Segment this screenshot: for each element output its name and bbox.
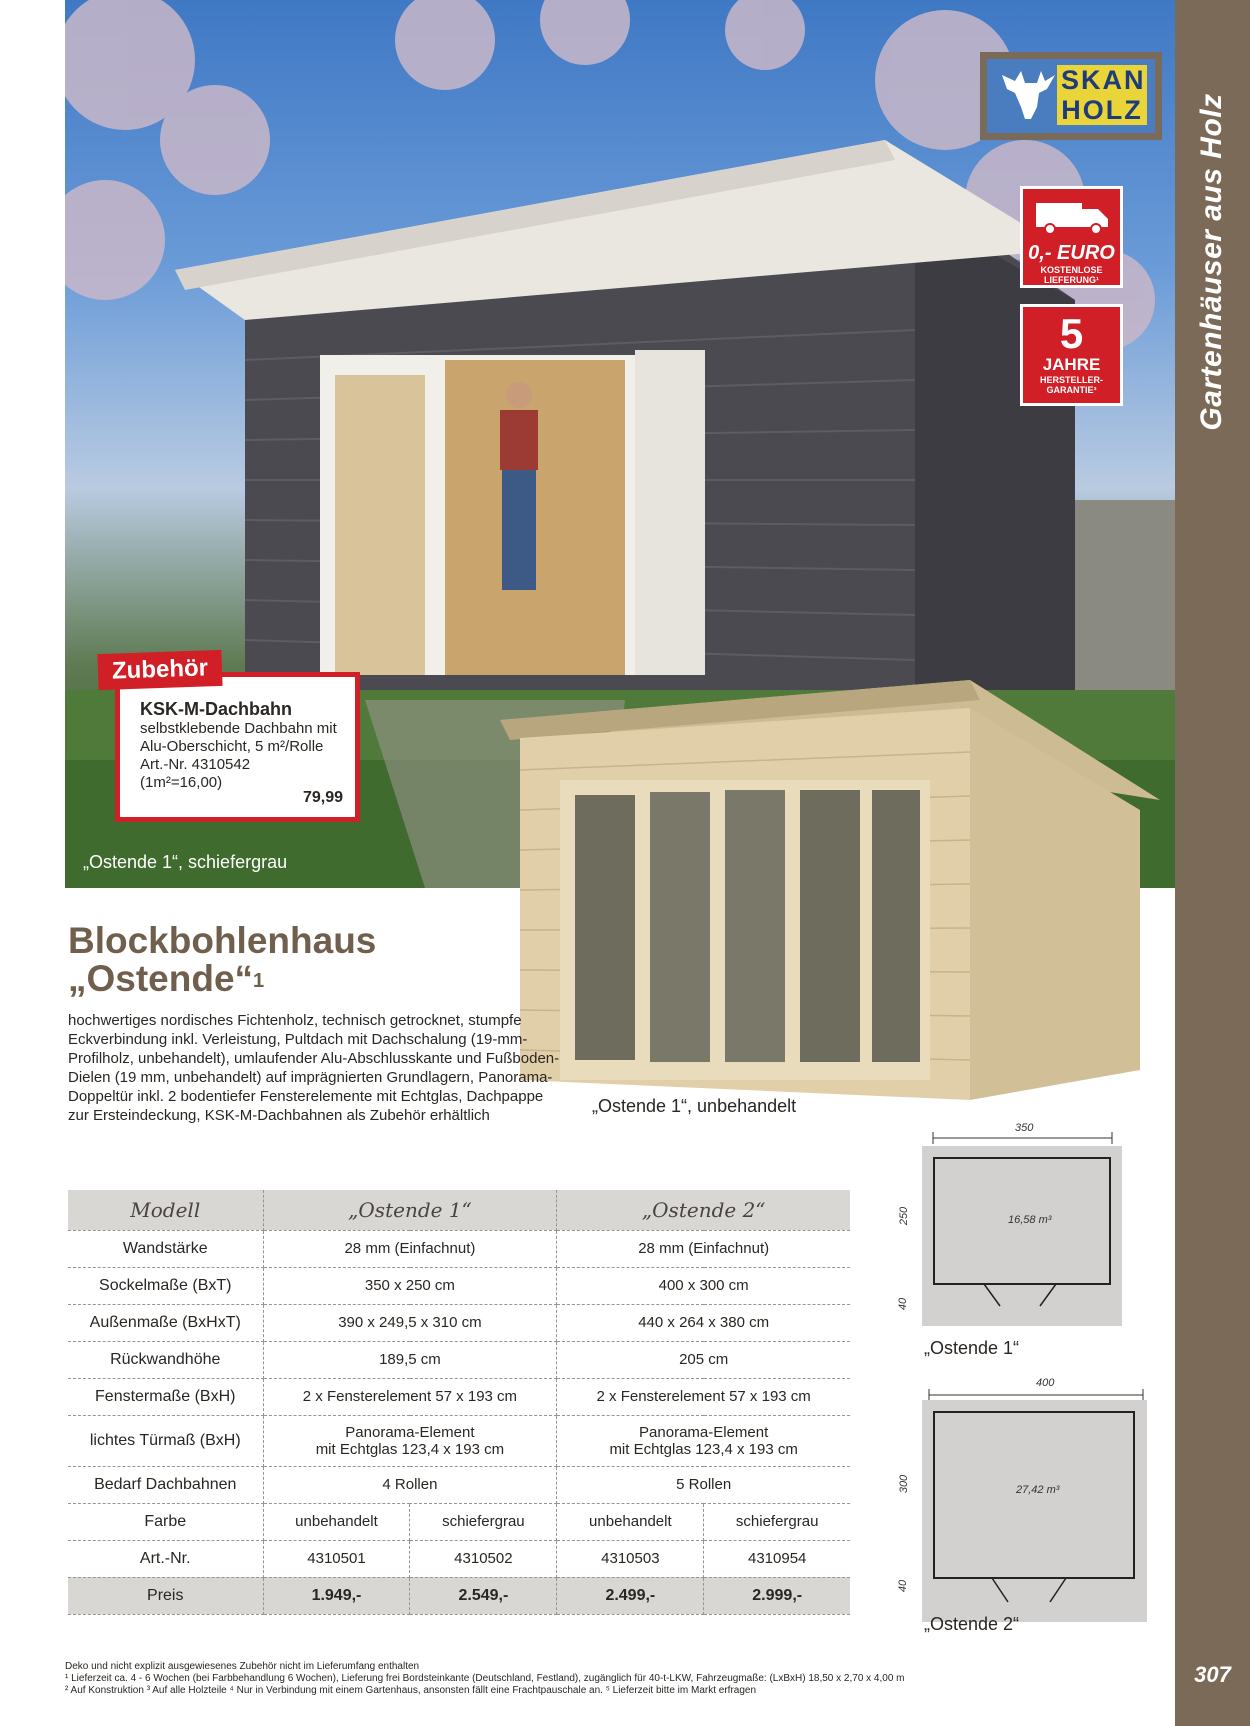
price-1: 1.949,- xyxy=(263,1577,410,1614)
table-row xyxy=(68,1540,850,1577)
plan1-caption: „Ostende 1“ xyxy=(924,1338,1020,1358)
header-ostende-1: „Ostende 1“ xyxy=(263,1190,557,1230)
unpainted-caption: „Ostende 1“, unbehandelt xyxy=(592,1096,797,1116)
row-label: Farbe xyxy=(68,1503,263,1540)
footnote-line-1: Deko und nicht explizit ausgewiesenes Zubehör nicht im Lieferumfang enthalten xyxy=(65,1661,420,1672)
plan2-outline xyxy=(922,1400,1147,1622)
row-label: Sockelmaße (BxT) xyxy=(68,1267,263,1304)
header-model: Modell xyxy=(68,1190,263,1230)
product-headline xyxy=(68,922,376,998)
plan1-box xyxy=(922,1146,1122,1326)
cell-article-3: 4310503 xyxy=(557,1540,704,1577)
row-label: Bedarf Dachbahnen xyxy=(68,1466,263,1503)
cell-ostende-1: 2 x Fensterelement 57 x 193 cm xyxy=(263,1378,557,1415)
price-4: 2.999,- xyxy=(704,1577,850,1614)
delivery-price: 0,- EURO xyxy=(1028,242,1115,264)
cell-color-4: schiefergrau xyxy=(704,1503,850,1540)
cell-ostende-2: 400 x 300 cm xyxy=(557,1267,850,1304)
truck-icon xyxy=(1032,197,1112,237)
cell-color-3: unbehandelt xyxy=(557,1503,704,1540)
table-row xyxy=(68,1466,850,1503)
door-line-1: Panorama-Element xyxy=(639,1423,769,1441)
plan1-porch: 40 xyxy=(897,1297,910,1311)
cell-ostende-2: 5 Rollen xyxy=(557,1466,850,1503)
cell-ostende-2: 440 x 264 x 380 cm xyxy=(557,1304,850,1341)
row-label: Rückwandhöhe xyxy=(68,1341,263,1378)
spec-table xyxy=(68,1190,850,1615)
row-label: Außenmaße (BxHxT) xyxy=(68,1304,263,1341)
accessory-tag: Zubehör xyxy=(97,650,222,690)
footnotes xyxy=(65,1661,1165,1697)
plan1-width: 350 xyxy=(1015,1122,1034,1134)
cell-color-2: schiefergrau xyxy=(410,1503,557,1540)
delivery-text-2: LIEFERUNG¹ xyxy=(1044,275,1099,285)
row-label: Preis xyxy=(68,1577,263,1614)
plan2-porch: 40 xyxy=(897,1579,910,1593)
headline-line-2: „Ostende“ xyxy=(68,958,254,999)
free-delivery-badge xyxy=(1020,186,1123,288)
cell-ostende-2: 28 mm (Einfachnut) xyxy=(557,1230,850,1267)
table-row xyxy=(68,1415,850,1466)
moose-icon xyxy=(997,67,1057,125)
accessory-box xyxy=(115,672,360,822)
table-row xyxy=(68,1378,850,1415)
table-row xyxy=(68,1267,850,1304)
header-ostende-2: „Ostende 2“ xyxy=(557,1190,850,1230)
brand-name-line2: HOLZ xyxy=(1061,95,1143,125)
headline-line-1: Blockbohlenhaus xyxy=(68,920,377,961)
plan2-box xyxy=(922,1400,1147,1622)
cell-article-2: 4310502 xyxy=(410,1540,557,1577)
row-label: Fenstermaße (BxH) xyxy=(68,1378,263,1415)
cell-ostende-1: 189,5 cm xyxy=(263,1341,557,1378)
table-row xyxy=(68,1304,850,1341)
row-label: Wandstärke xyxy=(68,1230,263,1267)
plan2-depth: 300 xyxy=(898,1474,911,1494)
cell-color-1: unbehandelt xyxy=(263,1503,410,1540)
cell-ostende-2: 205 cm xyxy=(557,1341,850,1378)
plan2-caption: „Ostende 2“ xyxy=(924,1614,1020,1634)
price-3: 2.499,- xyxy=(557,1577,704,1614)
accessory-unit-price: (1m²=16,00) xyxy=(140,774,223,791)
warranty-unit: JAHRE xyxy=(1042,355,1101,374)
footnote-line-2: ¹ Lieferzeit ca. 4 - 6 Wochen (bei Farbbehandlung 6 Wochen), Lieferung frei Bordsteinkante (Deutschland, Festland), zugänglich für 40-t-LKW, Fahrzeugmaße: (LxBxH) 18,50 x 2,70 x 4,00 m xyxy=(65,1673,905,1684)
price-row xyxy=(68,1577,850,1614)
brand-logo xyxy=(980,52,1162,140)
cell-article-4: 4310954 xyxy=(704,1540,850,1577)
cell-ostende-1: 350 x 250 cm xyxy=(263,1267,557,1304)
section-title: Gartenhäuser aus Holz xyxy=(1195,93,1228,431)
accessory-line-2: Alu-Oberschicht, 5 m²/Rolle xyxy=(140,738,324,755)
warranty-text-1: HERSTELLER- xyxy=(1040,375,1103,385)
door-line-2: mit Echtglas 123,4 x 193 cm xyxy=(609,1440,798,1458)
accessory-line-1: selbstklebende Dachbahn mit xyxy=(140,720,337,737)
hero-caption: „Ostende 1“, schiefergrau xyxy=(83,852,288,872)
cell-ostende-1: 4 Rollen xyxy=(263,1466,557,1503)
warranty-years: 5 xyxy=(1059,310,1084,357)
warranty-badge xyxy=(1020,304,1123,406)
table-row xyxy=(68,1230,850,1267)
table-header-row xyxy=(68,1190,850,1230)
cell-ostende-1 xyxy=(263,1415,557,1466)
headline-footnote: 1 xyxy=(253,970,265,992)
accessory-article: Art.-Nr. 4310542 xyxy=(140,756,251,773)
cell-ostende-1: 28 mm (Einfachnut) xyxy=(263,1230,557,1267)
plan1-outline xyxy=(922,1146,1122,1326)
table-row xyxy=(68,1503,850,1540)
table-row xyxy=(68,1341,850,1378)
cell-ostende-2 xyxy=(557,1415,850,1466)
cell-article-1: 4310501 xyxy=(263,1540,410,1577)
warranty-text-2: GARANTIE³ xyxy=(1046,385,1097,395)
accessory-title: KSK-M-Dachbahn xyxy=(140,699,292,719)
door-line-2: mit Echtglas 123,4 x 193 cm xyxy=(315,1440,505,1458)
delivery-text-1: KOSTENLOSE xyxy=(1040,265,1103,275)
page-number: 307 xyxy=(1194,1662,1231,1687)
door-line-1: Panorama-Element xyxy=(345,1423,475,1441)
product-description: hochwertiges nordisches Fichtenholz, technisch getrocknet, stumpfe Eckverbindung inkl. Verleistung, Pultdach mit Dachschalung (19-mm-Profilholz, unbehandelt), umlaufender Alu-Abschlusskante und Fußboden-Dielen (19 mm, unbehandelt) auf imprägnierten Grundlagern, Panorama-Doppeltür inkl. 2 bodentiefer Fensterelemente mit Echtglas, Dachpappe zur Ersteindeckung, KSK-M-Dachbahnen als Zubehör erhältlich xyxy=(68,1012,560,1124)
brand-name-line1: SKAN xyxy=(1061,65,1146,95)
row-label: lichtes Türmaß (BxH) xyxy=(68,1415,263,1466)
accessory-price: 79,99 xyxy=(302,789,343,806)
plan2-area: 27,42 m³ xyxy=(1016,1484,1060,1496)
plan1-depth: 250 xyxy=(898,1206,911,1226)
plan1-area: 16,58 m³ xyxy=(1008,1214,1052,1226)
footnote-line-3: ² Auf Konstruktion ³ Auf alle Holzteile ⁴ Nur in Verbindung mit einem Gartenhaus, ansonsten fällt eine Frachtpauschale an. ⁵ Lieferzeit bitte im Markt erfragen xyxy=(65,1685,757,1696)
unpainted-shed-illustration xyxy=(500,660,1170,1110)
row-label: Art.-Nr. xyxy=(68,1540,263,1577)
plan2-width: 400 xyxy=(1036,1377,1055,1389)
price-2: 2.549,- xyxy=(410,1577,557,1614)
cell-ostende-1: 390 x 249,5 x 310 cm xyxy=(263,1304,557,1341)
cell-ostende-2: 2 x Fensterelement 57 x 193 cm xyxy=(557,1378,850,1415)
